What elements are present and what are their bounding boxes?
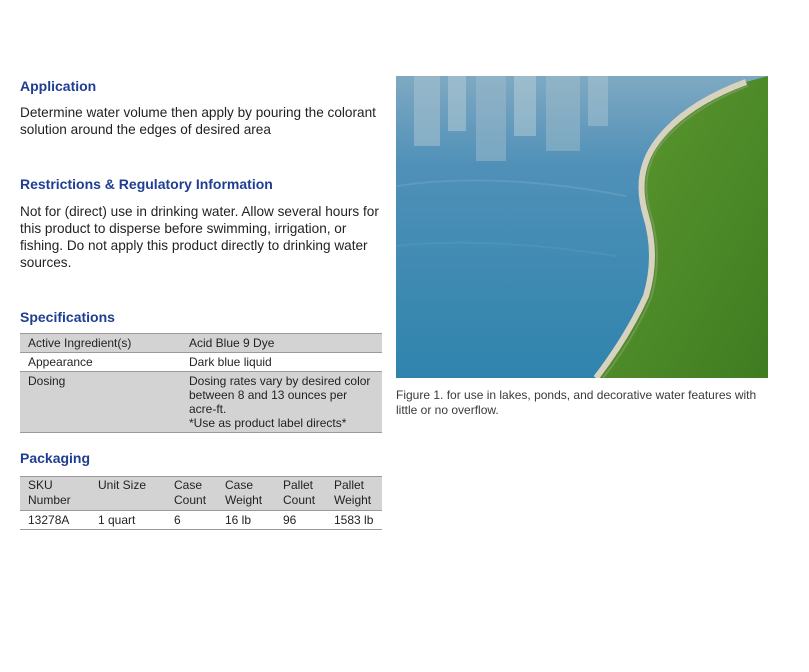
column-header: Pallet Count	[275, 477, 326, 511]
restrictions-text: Not for (direct) use in drinking water. Allow several hours for this product to disperse before swimming, irrigation, or fishing. Do not apply this product directly to drinking water sources.	[20, 204, 379, 270]
dosing-line: *Use as product label directs*	[189, 416, 347, 430]
table-row	[20, 511, 382, 530]
spec-value	[181, 372, 382, 433]
spec-label: Dosing	[20, 372, 181, 433]
cell-case-count: 6	[166, 511, 217, 530]
spec-label: Appearance	[28, 355, 93, 369]
dosing-line: Dosing rates vary by desired color	[189, 374, 371, 388]
cell-case-weight: 16 lb	[217, 511, 275, 530]
lake-photo	[396, 76, 768, 378]
application-heading: Application	[20, 78, 97, 94]
column-header: Pallet Weight	[326, 477, 382, 511]
cell-pallet-weight: 1583 lb	[326, 511, 382, 530]
spec-value: Dark blue liquid	[189, 355, 272, 369]
figure-caption: Figure 1. for use in lakes, ponds, and decorative water features with little or no overflow.	[396, 388, 757, 417]
application-text: Determine water volume then apply by pouring the colorant solution around the edges of desired area	[20, 105, 376, 137]
cell-pallet-count: 96	[275, 511, 326, 530]
packaging-table	[20, 476, 382, 530]
column-header: Unit Size	[90, 477, 166, 511]
spec-label: Active Ingredient(s)	[20, 334, 181, 353]
spec-value: Acid Blue 9 Dye	[181, 334, 382, 353]
dosing-line: between 8 and 13 ounces per acre-ft.	[189, 388, 348, 416]
column-header: Case Count	[166, 477, 217, 511]
lake-illustration	[396, 76, 768, 378]
specifications-table	[20, 333, 382, 433]
specifications-heading: Specifications	[20, 309, 115, 325]
cell-sku: 13278A	[20, 511, 90, 530]
packaging-header-row	[20, 477, 382, 511]
spec-row	[20, 372, 382, 433]
column-header: SKU Number	[20, 477, 90, 511]
restrictions-heading: Restrictions & Regulatory Information	[20, 176, 273, 192]
column-header: Case Weight	[217, 477, 275, 511]
spec-row	[20, 334, 382, 353]
spec-row	[20, 353, 382, 372]
packaging-heading: Packaging	[20, 450, 91, 466]
cell-unit-size: 1 quart	[90, 511, 166, 530]
